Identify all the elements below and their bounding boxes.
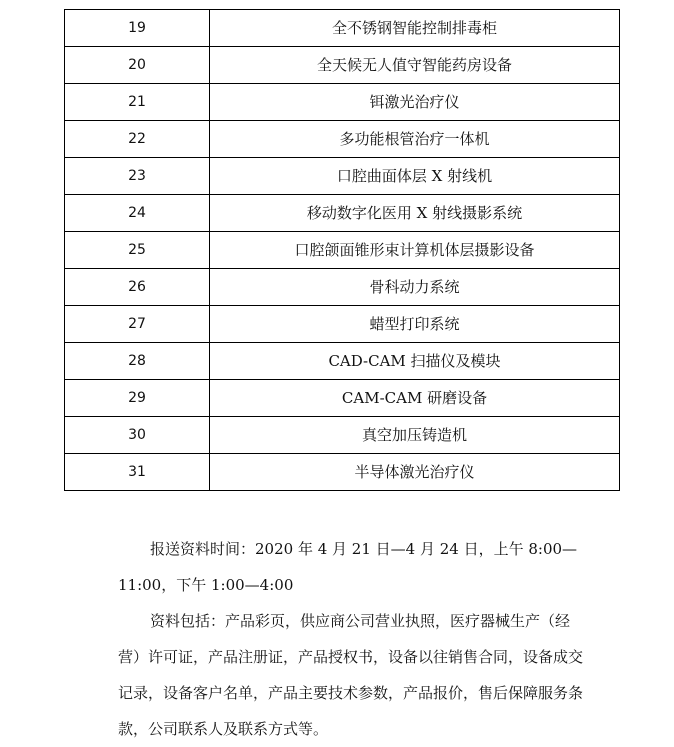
- equipment-name-cell: 口腔曲面体层 X 射线机: [210, 158, 620, 195]
- equipment-name-cell: 真空加压铸造机: [210, 417, 620, 454]
- equipment-name-cell: CAM-CAM 研磨设备: [210, 380, 620, 417]
- table-row: [65, 454, 620, 491]
- equipment-name-cell: CAD-CAM 扫描仪及模块: [210, 343, 620, 380]
- row-number-cell: 28: [65, 343, 210, 380]
- equipment-table-body: [65, 10, 620, 491]
- row-number-cell: 30: [65, 417, 210, 454]
- submission-notes: [118, 531, 586, 747]
- row-number-cell: 25: [65, 232, 210, 269]
- row-number-cell: 24: [65, 195, 210, 232]
- row-number-cell: 19: [65, 10, 210, 47]
- table-row: [65, 269, 620, 306]
- equipment-name-cell: 口腔颌面锥形束计算机体层摄影设备: [210, 232, 620, 269]
- equipment-name-cell: 蜡型打印系统: [210, 306, 620, 343]
- equipment-name-cell: 骨科动力系统: [210, 269, 620, 306]
- row-number-cell: 26: [65, 269, 210, 306]
- table-row: [65, 417, 620, 454]
- row-number-cell: 29: [65, 380, 210, 417]
- table-row: [65, 306, 620, 343]
- row-number-cell: 21: [65, 84, 210, 121]
- table-row: [65, 47, 620, 84]
- row-number-cell: 23: [65, 158, 210, 195]
- row-number-cell: 27: [65, 306, 210, 343]
- equipment-table: [64, 9, 620, 491]
- submission-time-text: 报送资料时间：2020 年 4 月 21 日—4 月 24 日，上午 8:00—11:00，下午 1:00—4:00: [118, 540, 578, 594]
- table-row: [65, 121, 620, 158]
- table-row: [65, 380, 620, 417]
- table-row: [65, 232, 620, 269]
- table-row: [65, 10, 620, 47]
- table-row: [65, 158, 620, 195]
- equipment-name-cell: 多功能根管治疗一体机: [210, 121, 620, 158]
- equipment-name-cell: 半导体激光治疗仪: [210, 454, 620, 491]
- equipment-name-cell: 全天候无人值守智能药房设备: [210, 47, 620, 84]
- table-row: [65, 84, 620, 121]
- table-row: [65, 343, 620, 380]
- equipment-name-cell: 铒激光治疗仪: [210, 84, 620, 121]
- materials-list-text: 资料包括：产品彩页，供应商公司营业执照，医疗器械生产（经营）许可证，产品注册证，产品授权书，设备以往销售合同，设备成交记录，设备客户名单，产品主要技术参数，产品报价，售后保障服务条款，公司联系人及联系方式等。: [118, 612, 584, 738]
- equipment-name-cell: 全不锈钢智能控制排毒柜: [210, 10, 620, 47]
- row-number-cell: 20: [65, 47, 210, 84]
- row-number-cell: 22: [65, 121, 210, 158]
- row-number-cell: 31: [65, 454, 210, 491]
- table-row: [65, 195, 620, 232]
- equipment-name-cell: 移动数字化医用 X 射线摄影系统: [210, 195, 620, 232]
